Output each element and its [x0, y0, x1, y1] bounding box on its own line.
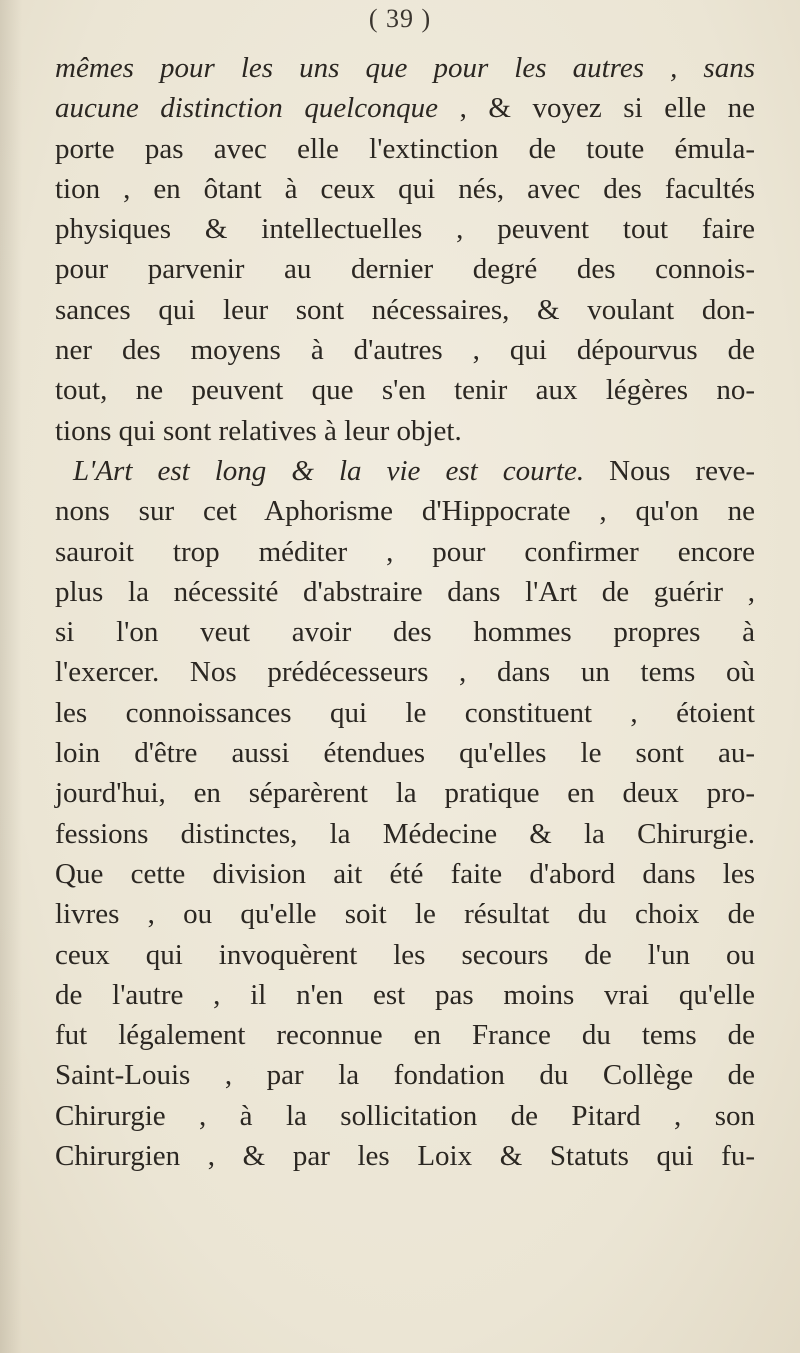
text-segment: si l'on veut avoir des hommes propres à [55, 616, 755, 649]
text-line [55, 48, 755, 88]
text-segment: de l'autre , il n'en est pas moins vrai qu'elle [55, 978, 755, 1011]
text-segment: Chirurgie , à la sollicitation de Pitard , son [55, 1099, 755, 1132]
text-line [55, 370, 755, 410]
text-segment: loin d'être aussi étendues qu'elles le sont au- [55, 737, 755, 770]
body-text [55, 48, 755, 1176]
text-segment: Chirurgien , & par les Loix & Statuts qui fu- [55, 1140, 755, 1173]
italic-text-segment: L'Art est long & la vie est courte. [73, 454, 585, 487]
text-line [55, 169, 755, 209]
text-line [55, 935, 755, 975]
text-segment: Saint-Louis , par la fondation du Collège de [55, 1059, 755, 1092]
text-segment: l'exercer. Nos prédécesseurs , dans un tems où [55, 656, 755, 689]
text-segment: Que cette division ait été faite d'abord dans les [55, 857, 755, 890]
text-line [55, 451, 755, 491]
text-line [55, 854, 755, 894]
text-line [55, 1015, 755, 1055]
text-segment: tout, ne peuvent que s'en tenir aux légères no- [55, 374, 755, 407]
text-segment: fessions distinctes, la Médecine & la Chirurgie. [55, 817, 755, 850]
text-line [55, 773, 755, 813]
text-segment: Nous reve- [584, 454, 755, 487]
text-segment: plus la nécessité d'abstraire dans l'Art de guérir , [55, 575, 755, 608]
text-segment: ceux qui invoquèrent les secours de l'un ou [55, 938, 755, 971]
italic-text-segment: aucune distinction quelconque [55, 92, 438, 125]
text-line [55, 894, 755, 934]
text-line [55, 693, 755, 733]
text-segment: , & voyez si elle ne [438, 92, 756, 125]
page-fold-shadow [0, 0, 22, 1353]
text-line [55, 209, 755, 249]
text-segment: sauroit trop méditer , pour confirmer encore [55, 535, 755, 568]
text-line [55, 733, 755, 773]
text-segment: nons sur cet Aphorisme d'Hippocrate , qu'on ne [55, 495, 755, 528]
text-segment: tions qui sont relatives à leur objet. [55, 414, 462, 447]
text-segment: pour parvenir au dernier degré des connois- [55, 253, 755, 286]
text-line [55, 290, 755, 330]
text-segment: physiques & intellectuelles , peuvent tout faire [55, 213, 755, 246]
text-segment: sances qui leur sont nécessaires, & voulant don- [55, 293, 755, 326]
text-segment: livres , ou qu'elle soit le résultat du choix de [55, 898, 755, 931]
text-line [55, 411, 755, 451]
text-line [55, 330, 755, 370]
text-line [55, 652, 755, 692]
text-line [55, 572, 755, 612]
text-segment: jourd'hui, en séparèrent la pratique en deux pro- [55, 777, 755, 810]
text-line [55, 249, 755, 289]
text-segment: porte pas avec elle l'extinction de toute émula- [55, 132, 755, 165]
text-line [55, 491, 755, 531]
text-line [55, 129, 755, 169]
text-line [55, 1136, 755, 1176]
text-line [55, 814, 755, 854]
text-segment: tion , en ôtant à ceux qui nés, avec des facultés [55, 172, 755, 205]
text-line [55, 1096, 755, 1136]
text-line [55, 612, 755, 652]
italic-text-segment: mêmes pour les uns que pour les autres , sans [55, 52, 755, 84]
text-line [55, 975, 755, 1015]
page-number: ( 39 ) [368, 4, 432, 33]
text-segment: les connoissances qui le constituent , étoient [55, 696, 755, 729]
text-line [55, 1055, 755, 1095]
text-segment: ner des moyens à d'autres , qui dépourvus de [55, 334, 755, 367]
text-segment: fut légalement reconnue en France du tems de [55, 1019, 755, 1052]
text-line [55, 88, 755, 128]
text-line [55, 532, 755, 572]
